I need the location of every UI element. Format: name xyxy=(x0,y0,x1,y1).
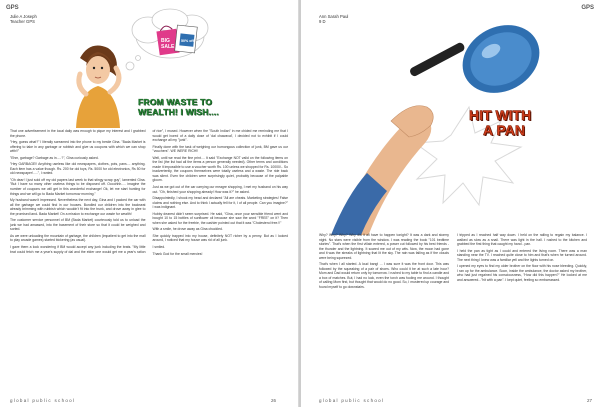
body-paragraph: I held the pan as tight as I could and entered the living room. There was a man standing near the TV. I reached quite close to him and that's when he turned around. The next thing I knew was a familiar yell and the lights turned on. xyxy=(457,248,587,262)
article-body-right xyxy=(319,233,587,378)
body-paragraph: I smiled. xyxy=(152,245,166,250)
page-left xyxy=(0,0,299,407)
article-body-left xyxy=(10,129,288,392)
body-paragraph: "Oh dear! I just sold off my old papers last week to that stingy scrap guy", lamented Gina. "But I have so many other useless things to be disposed off. Oooohhh..... imagine the number of coupons we will get in this wonderful exchange! Ok, let me start hunting for things and we will go to Bada Market tomorrow morning." xyxy=(10,177,146,196)
body-paragraph: "Ehm, garbage? Garbage as in.....?", Gina curiously asked. xyxy=(10,155,99,160)
body-paragraph: Finally done with the task of weighing our humongous collection of junk, BM gave us our "vouchers". WE WERE RICH!! xyxy=(152,144,288,154)
body-paragraph: I gave them a look wondering if BM would accept any junk including the brats. "My little brat could fetch me a year's supply of dal and the elder one would get me a year's ration of rice", I mused. However when the "South Indian" in me chided me reminding me that I would get bored of a daily dose of 'dal chawaval', I decided not to exhibit if I could exchange all my "junk". xyxy=(10,129,288,254)
body-paragraph: Disappointedly, I shook my head and declared "All are cheats. Marketing strategies! False claims and nothing else. And to think I actually fell for it, I of all people. Can you imagine?" I was indignant. xyxy=(152,196,288,210)
body-paragraph: I opened my eyes to find my older brother on the floor with his nose bleeding. Quickly, I ran up for the ambulance. Soon, inside the ambulance, the doctor asked my brother, who had just regained his consciousness, "How did this happen?" He looked at me and answered..."hit with a pan". I kept quiet, feeling so embarrassed. xyxy=(457,264,587,282)
body-paragraph: "Hey, guess what?" I literally screamed into the phone to my bestie Gina. "Bada Market is offering to take in any garbage or rubbish and give us coupons with which we can shop with!!" xyxy=(10,140,146,154)
body-paragraph: "Hey GARBAGE!! Anything useless like old newspapers, clothes, pots, pans.... anything. Each item has a value though. Rs. 200 for old toys, Rs. 5000 for old electronics, Rs 50 for old newspaper!.....", I ranted. xyxy=(10,162,146,176)
body-paragraph: That one advertisement in the local daily was enough to pique my interest and I grabbed the phone. xyxy=(10,129,146,138)
title-line-1: FROM WASTE TO xyxy=(138,97,213,107)
title-line-1: HIT WITH xyxy=(469,107,532,123)
woman-figure xyxy=(76,46,120,128)
bag-label-sale: SALE xyxy=(161,44,175,50)
body-paragraph: I tripped as I reached half way down. I held on the railing to regain my balance. I walked as slow as a snail. There was light in the hall. I rushed to the kitchen and grabbed the first thing that caught my hand - pan. xyxy=(457,233,587,247)
author-class: 9 D xyxy=(319,19,326,25)
body-paragraph: Well, until we read the fine print.... It said "Exchange NOT valid on the following items on the list (the list had all the items a person generally needed). Other terms and conditions made it impossible to use a voucher worth Rs. 100 unless we shopped for Rs. 10000/-. So inadvertently, the coupons themselves were totally useless and a waste. The ride back was silent. Even the children were surprisingly quiet, probably because of the palpable gloom. xyxy=(152,155,288,183)
page-number: 27 xyxy=(586,398,592,403)
author-byline xyxy=(10,14,37,25)
body-paragraph: Hubby dearest didn't seem surprised. He said, "Gina, once your sensible friend went and bought 10 to 15 bottles of sunflower oil because she saw the word "FREE" on it? Then when she asked for the freebie, the cashier pointed out that it was "Cholesterol free.!!" xyxy=(152,211,288,225)
body-paragraph: My husband wasn't impressed. Nevertheless the next day, Gina and I packed the car with all the garbage we could find in our houses. Bundled our children into the backseat already brimming with rubbish which wouldn't fit into the trunk, and drove away in glee to the promised land- Bada Market! On a mission to exchange our waste for wealth! xyxy=(10,198,146,216)
body-paragraph: Why? Why? Why? Why did it all have to happen tonight? It was a dark and stormy night. No stars were visible from the window. I was reading the book "101 bedtime stories". That's when the first villain entered, a power cut followed by his best friends - the thunder and the lightning. It scared me out of my wits. Now, the moon had gone and it was the streaks of lightning that lit the sky. The rain was falling as if the clouds were being squeezed. xyxy=(319,233,449,260)
arm-figure xyxy=(331,106,433,235)
gps-logo: GPS xyxy=(581,5,594,11)
body-paragraph: That's when I all started. A loud bang! ... I was sure it was the front door. This was followed by the squeaking of a pair of shoes. Who could it be at such a late hour? Mom and Dad would return only by tomorrow. I rushed to my table to find a candle and a box of matches. But, I had no luck, even the torch was fooling me around. I thought of calling Mom first, but thought that would do no good. So, I mustered up courage and found myself to go downstairs. xyxy=(319,262,449,290)
page-right xyxy=(301,0,600,407)
author-name: Ann Sarah Paul xyxy=(319,14,349,19)
author-role: Teacher GPS xyxy=(10,19,35,25)
author-name: Julie A Joseph xyxy=(10,14,37,19)
body-paragraph: As we were unloading the mountain of garbage, the children (impatient to get into the mall to play arcade games) started bickering (as usual). xyxy=(10,233,146,243)
bag-label-discount: 50% off xyxy=(181,39,194,43)
body-paragraph: Just as we got out of the car carrying our meagre shopping, I met my husband on his way out. "Oh, finished your shopping already! How was it?" he asked. xyxy=(152,185,288,194)
article-title-waste-to-wealth xyxy=(138,97,219,117)
frying-pan-icon xyxy=(409,25,552,106)
bag-label-big: BIG xyxy=(161,38,170,44)
body-paragraph: She quickly trapped into my house, definitely NOT richer by a penny. But as I looked around, I noticed that my house was rid of all junk. xyxy=(152,233,288,243)
title-line-2: WEALTH! I WISH.... xyxy=(138,107,219,117)
hand-holding-pan-illustration xyxy=(331,25,591,235)
footer-school-name: global public school xyxy=(319,398,385,403)
body-paragraph: The customer service personnel of BM (Bada Market) courteously told us to unload the junk we had amassed, into the basement of their store so that it could be weighed and sorted. xyxy=(10,218,146,232)
page-number: 26 xyxy=(270,398,276,403)
article-title-hit-with-a-pan xyxy=(469,108,531,138)
gps-logo: GPS xyxy=(6,5,19,11)
body-paragraph: With a smile, he drove away as Gina chuckled. xyxy=(152,227,223,232)
body-paragraph: Thank God for the small mercies! xyxy=(152,251,203,256)
title-line-2: A PAN xyxy=(483,122,525,138)
author-byline xyxy=(319,14,348,25)
footer-school-name: global public school xyxy=(10,398,76,403)
